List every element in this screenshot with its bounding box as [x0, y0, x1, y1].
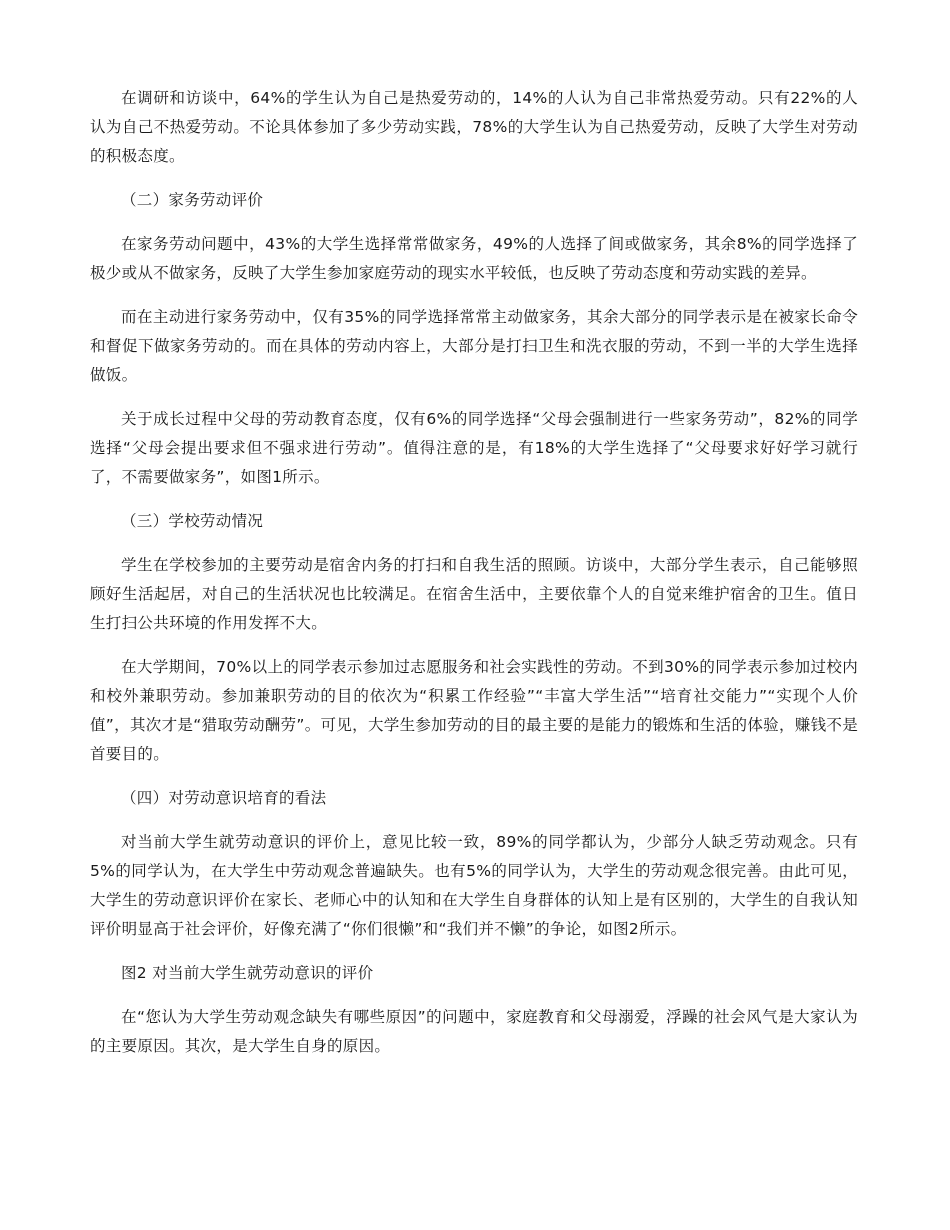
paragraph-parent-attitude: 关于成长过程中父母的劳动教育态度，仅有6%的同学选择“父母会强制进行一些家务劳动”，82%的同学选择“父母会提出要求但不强求进行劳动”。值得注意的是，有18%的大学生选择了“父母要求好好学习就行了，不需要做家务”，如图1所示。: [90, 410, 858, 486]
paragraph-college-practice: 在大学期间，70%以上的同学表示参加过志愿服务和社会实践性的劳动。不到30%的同学表示参加过校内和校外兼职劳动。参加兼职劳动的目的依次为“积累工作经验”“丰富大学生活”“培育社交能力”“实现个人价值”，其次才是“猎取劳动酬劳”。可见，大学生参加劳动的目的最主要的是能力的锻炼和生活的体验，赚钱不是首要目的。: [90, 658, 858, 763]
section-heading-labor-awareness: （四）对劳动意识培育的看法: [121, 789, 327, 807]
paragraph-labor-attitude: 在调研和访谈中，64%的学生认为自己是热爱劳动的，14%的人认为自己非常热爱劳动。只有22%的人认为自己不热爱劳动。不论具体参加了多少劳动实践，78%的大学生认为自己热爱劳动，反映了大学生对劳动的积极态度。: [90, 89, 858, 165]
paragraph-active-housework: 而在主动进行家务劳动中，仅有35%的同学选择常常主动做家务，其余大部分的同学表示是在被家长命令和督促下做家务劳动的。而在具体的劳动内容上，大部分是打扫卫生和洗衣服的劳动，不到一半的大学生选择做饭。: [90, 308, 858, 384]
figure-2-caption: 图2 对当前大学生就劳动意识的评价: [121, 964, 374, 982]
paragraph-awareness-evaluation: 对当前大学生就劳动意识的评价上，意见比较一致，89%的同学都认为，少部分人缺乏劳动观念。只有5%的同学认为，在大学生中劳动观念普遍缺失。也有5%的同学认为，大学生的劳动观念很完善。由此可见，大学生的劳动意识评价在家长、老师心中的认知和在大学生自身群体的认知上是有区别的，大学生的自我认知评价明显高于社会评价，好像充满了“你们很懒”和“我们并不懒”的争论，如图2所示。: [90, 833, 858, 938]
paragraph-causes: 在“您认为大学生劳动观念缺失有哪些原因”的问题中，家庭教育和父母溺爱，浮躁的社会风气是大家认为的主要原因。其次，是大学生自身的原因。: [90, 1008, 858, 1055]
paragraph-housework-frequency: 在家务劳动问题中，43%的大学生选择常常做家务，49%的人选择了间或做家务，其余8%的同学选择了极少或从不做家务，反映了大学生参加家庭劳动的现实水平较低，也反映了劳动态度和劳动实践的差异。: [90, 235, 858, 282]
paragraph-dorm-labor: 学生在学校参加的主要劳动是宿舍内务的打扫和自我生活的照顾。访谈中，大部分学生表示，自己能够照顾好生活起居，对自己的生活状况也比较满足。在宿舍生活中，主要依靠个人的自觉来维护宿舍的卫生。值日生打扫公共环境的作用发挥不大。: [90, 556, 858, 632]
section-heading-housework: （二）家务劳动评价: [121, 191, 264, 209]
section-heading-school-labor: （三）学校劳动情况: [121, 512, 264, 530]
